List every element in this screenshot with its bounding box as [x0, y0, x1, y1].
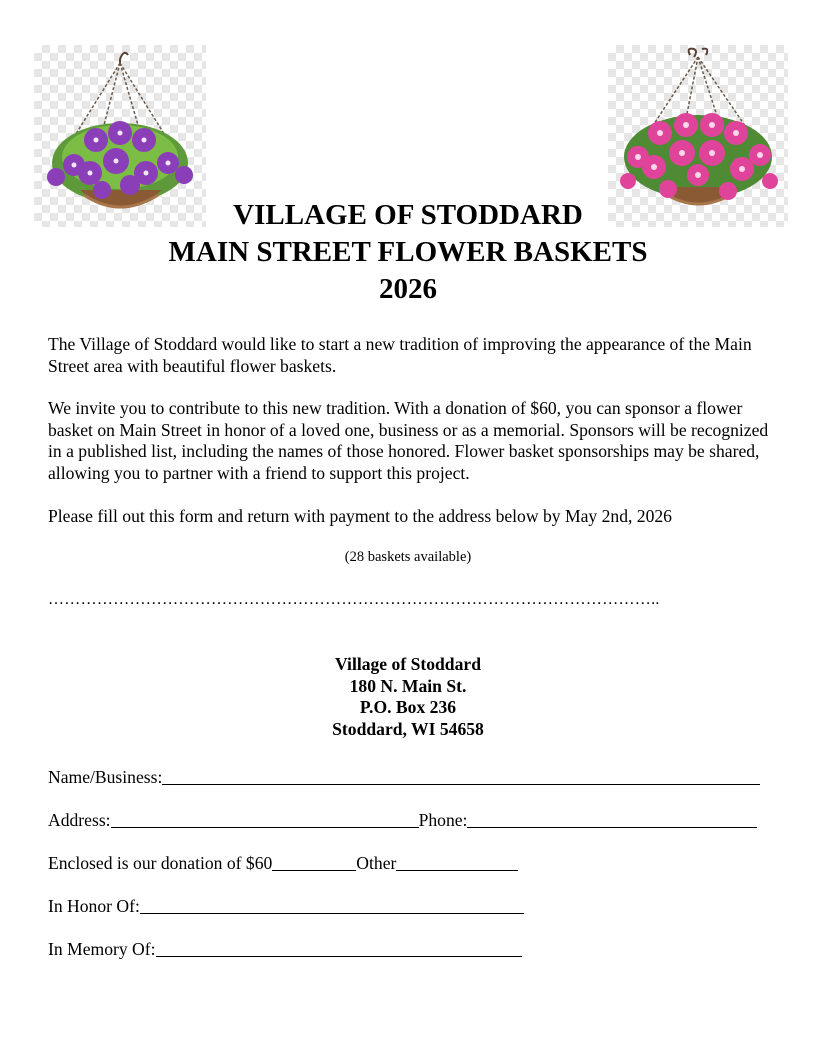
invitation-paragraph: We invite you to contribute to this new tradition. With a donation of $60, you can sponsor a flower basket on Main Street in honor of a loved one, business or as a memorial. Sponsors will be recognized in a published list, including the names of those honored. Flower basket sponsorships may be shared, allowing you to partner with a friend to support this project. — [48, 398, 769, 483]
in-honor-of-field[interactable] — [140, 897, 524, 914]
address-phone-row — [48, 810, 757, 831]
in-memory-of-field[interactable] — [156, 940, 522, 957]
mailing-address-name: Village of Stoddard — [335, 654, 481, 674]
availability-note: (28 baskets available) — [344, 549, 472, 565]
in-memory-of-row — [48, 939, 522, 960]
in-memory-of-label: In Memory Of: — [48, 939, 156, 959]
intro-paragraph: The Village of Stoddard would like to start a new tradition of improving the appearance of the Main Street area with beautiful flower baskets. — [48, 334, 752, 376]
page-title-line-2: MAIN STREET FLOWER BASKETS — [168, 236, 648, 268]
donation-label: Enclosed is our donation of $60 — [48, 853, 273, 873]
page-title-line-1: VILLAGE OF STODDARD — [233, 199, 583, 231]
name-business-field[interactable] — [162, 768, 760, 785]
address-label: Address: — [48, 810, 111, 830]
mailing-address-street: 180 N. Main St. — [349, 675, 467, 696]
mailing-address-po-box: P.O. Box 236 — [359, 697, 457, 717]
in-honor-of-label: In Honor Of: — [48, 896, 140, 916]
address-field[interactable] — [111, 811, 419, 828]
phone-field[interactable] — [467, 811, 757, 828]
instructions-paragraph: Please fill out this form and return with payment to the address below by May 2nd, 2026 — [48, 506, 672, 526]
name-business-row — [48, 767, 760, 788]
other-donation-field[interactable] — [396, 854, 518, 871]
other-label: Other — [356, 853, 397, 873]
in-honor-of-row — [48, 896, 524, 917]
phone-label: Phone: — [418, 810, 468, 830]
name-business-label: Name/Business: — [48, 767, 163, 787]
donation-60-field[interactable] — [272, 854, 356, 871]
donation-row — [48, 853, 518, 874]
page-title-year: 2026 — [379, 273, 437, 305]
mailing-address-city: Stoddard, WI 54658 — [332, 718, 484, 739]
dotted-divider: ………………………………………………………………………………………………….. — [48, 591, 660, 608]
